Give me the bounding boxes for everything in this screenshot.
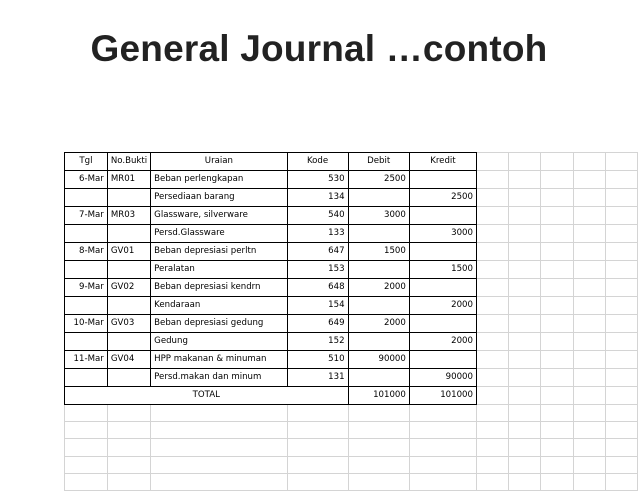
journal-row	[65, 243, 638, 261]
empty-cell	[477, 405, 509, 422]
empty-cell	[509, 207, 541, 225]
empty-cell	[605, 405, 637, 422]
empty-cell	[509, 171, 541, 189]
kredit-cell	[409, 279, 476, 297]
empty-cell	[541, 171, 573, 189]
empty-cell	[477, 225, 509, 243]
kode-cell: 153	[287, 261, 348, 279]
total-debit: 101000	[348, 387, 409, 405]
empty-cell	[541, 225, 573, 243]
empty-cell	[605, 243, 637, 261]
empty-cell	[477, 351, 509, 369]
empty-cell	[541, 333, 573, 351]
bukti-cell	[107, 261, 150, 279]
empty-cell	[477, 261, 509, 279]
empty-cell	[509, 225, 541, 243]
journal-row	[65, 207, 638, 225]
empty-cell	[151, 473, 287, 490]
empty-cell	[541, 243, 573, 261]
bukti-cell	[107, 225, 150, 243]
empty-cell	[605, 422, 637, 439]
kode-cell: 530	[287, 171, 348, 189]
empty-cell	[573, 473, 605, 490]
kode-cell: 540	[287, 207, 348, 225]
empty-cell	[573, 171, 605, 189]
bukti-cell	[107, 189, 150, 207]
empty-cell	[573, 315, 605, 333]
empty-cell	[573, 369, 605, 387]
empty-cell	[151, 439, 287, 456]
empty-cell	[605, 297, 637, 315]
kode-cell: 154	[287, 297, 348, 315]
empty-cell	[348, 422, 409, 439]
empty-cell	[541, 387, 573, 405]
tgl-cell	[65, 225, 108, 243]
empty-cell	[605, 171, 637, 189]
tgl-cell: 10-Mar	[65, 315, 108, 333]
uraian-cell: Beban depresiasi kendrn	[151, 279, 287, 297]
tgl-cell: 6-Mar	[65, 171, 108, 189]
debit-cell: 3000	[348, 207, 409, 225]
empty-cell	[65, 473, 108, 490]
tgl-cell: 7-Mar	[65, 207, 108, 225]
empty-cell	[509, 261, 541, 279]
debit-cell: 2000	[348, 315, 409, 333]
empty-cell	[477, 243, 509, 261]
kredit-cell: 2000	[409, 333, 476, 351]
journal-table	[64, 152, 638, 491]
kode-header: Kode	[287, 153, 348, 171]
kode-cell: 647	[287, 243, 348, 261]
empty-row	[65, 405, 638, 422]
empty-cell	[573, 351, 605, 369]
empty-cell	[605, 439, 637, 456]
empty-cell	[348, 456, 409, 473]
empty-cell	[65, 405, 108, 422]
tgl-cell	[65, 261, 108, 279]
empty-cell	[605, 333, 637, 351]
journal-row	[65, 333, 638, 351]
tgl-cell: 11-Mar	[65, 351, 108, 369]
debit-cell	[348, 225, 409, 243]
empty-cell	[541, 297, 573, 315]
empty-row	[65, 422, 638, 439]
empty-cell	[409, 439, 476, 456]
kredit-cell: 90000	[409, 369, 476, 387]
empty-cell	[287, 405, 348, 422]
debit-cell: 2500	[348, 171, 409, 189]
debit-cell: 1500	[348, 243, 409, 261]
empty-cell	[541, 279, 573, 297]
kredit-cell	[409, 207, 476, 225]
journal-row	[65, 189, 638, 207]
kredit-cell: 3000	[409, 225, 476, 243]
empty-cell	[477, 422, 509, 439]
empty-cell	[573, 422, 605, 439]
empty-cell	[605, 473, 637, 490]
empty-cell	[541, 261, 573, 279]
bukti-cell: GV03	[107, 315, 150, 333]
tgl-cell: 8-Mar	[65, 243, 108, 261]
empty-cell	[348, 405, 409, 422]
debit-cell	[348, 369, 409, 387]
bukti-cell: MR03	[107, 207, 150, 225]
uraian-header: Uraian	[151, 153, 287, 171]
empty-cell	[477, 171, 509, 189]
empty-cell	[107, 439, 150, 456]
empty-cell	[287, 473, 348, 490]
empty-cell	[573, 153, 605, 171]
empty-cell	[541, 207, 573, 225]
empty-cell	[573, 439, 605, 456]
empty-cell	[573, 189, 605, 207]
tgl-cell	[65, 333, 108, 351]
empty-cell	[605, 279, 637, 297]
debit-cell	[348, 333, 409, 351]
empty-cell	[287, 422, 348, 439]
empty-cell	[605, 369, 637, 387]
empty-cell	[541, 315, 573, 333]
empty-cell	[477, 333, 509, 351]
total-kredit: 101000	[409, 387, 476, 405]
empty-cell	[605, 387, 637, 405]
empty-cell	[541, 369, 573, 387]
bukti-cell: GV02	[107, 279, 150, 297]
tgl-cell	[65, 297, 108, 315]
uraian-cell: Peralatan	[151, 261, 287, 279]
kode-cell: 131	[287, 369, 348, 387]
empty-cell	[348, 473, 409, 490]
empty-cell	[477, 473, 509, 490]
empty-cell	[477, 297, 509, 315]
empty-cell	[541, 422, 573, 439]
debit-cell: 90000	[348, 351, 409, 369]
bukti-cell	[107, 297, 150, 315]
total-label: TOTAL	[65, 387, 349, 405]
empty-cell	[573, 243, 605, 261]
empty-cell	[509, 315, 541, 333]
kredit-header: Kredit	[409, 153, 476, 171]
debit-cell	[348, 261, 409, 279]
empty-cell	[541, 189, 573, 207]
empty-row	[65, 473, 638, 490]
empty-cell	[605, 207, 637, 225]
journal-row	[65, 225, 638, 243]
empty-cell	[509, 456, 541, 473]
uraian-cell: Gedung	[151, 333, 287, 351]
empty-cell	[573, 225, 605, 243]
journal-row	[65, 351, 638, 369]
bukti-cell	[107, 333, 150, 351]
uraian-cell: Beban depresiasi perltn	[151, 243, 287, 261]
empty-cell	[477, 456, 509, 473]
debit-cell: 2000	[348, 279, 409, 297]
kredit-cell	[409, 351, 476, 369]
empty-cell	[573, 261, 605, 279]
empty-row	[65, 456, 638, 473]
empty-cell	[409, 473, 476, 490]
slide-title: General Journal …contoh	[90, 28, 548, 69]
empty-cell	[509, 439, 541, 456]
empty-cell	[509, 297, 541, 315]
empty-cell	[541, 439, 573, 456]
kredit-cell	[409, 315, 476, 333]
empty-cell	[573, 279, 605, 297]
empty-cell	[287, 439, 348, 456]
bukti-cell: MR01	[107, 171, 150, 189]
empty-row	[65, 439, 638, 456]
kredit-cell: 2500	[409, 189, 476, 207]
kode-cell: 649	[287, 315, 348, 333]
empty-cell	[107, 456, 150, 473]
empty-cell	[409, 456, 476, 473]
debit-header: Debit	[348, 153, 409, 171]
empty-cell	[541, 456, 573, 473]
empty-cell	[107, 422, 150, 439]
empty-cell	[287, 456, 348, 473]
empty-cell	[509, 189, 541, 207]
empty-cell	[409, 405, 476, 422]
tgl-cell	[65, 369, 108, 387]
empty-cell	[107, 405, 150, 422]
empty-cell	[477, 189, 509, 207]
empty-cell	[573, 207, 605, 225]
empty-cell	[605, 351, 637, 369]
empty-cell	[509, 351, 541, 369]
uraian-cell: Beban depresiasi gedung	[151, 315, 287, 333]
uraian-cell: Beban perlengkapan	[151, 171, 287, 189]
tgl-cell: 9-Mar	[65, 279, 108, 297]
kode-cell: 133	[287, 225, 348, 243]
empty-cell	[605, 456, 637, 473]
empty-cell	[573, 387, 605, 405]
kode-cell: 134	[287, 189, 348, 207]
empty-cell	[65, 439, 108, 456]
bukti-cell	[107, 369, 150, 387]
empty-cell	[477, 153, 509, 171]
kode-cell: 648	[287, 279, 348, 297]
empty-cell	[151, 405, 287, 422]
debit-cell	[348, 297, 409, 315]
journal-row	[65, 279, 638, 297]
bukti-cell: GV01	[107, 243, 150, 261]
total-row	[65, 387, 638, 405]
uraian-cell: HPP makanan & minuman	[151, 351, 287, 369]
empty-cell	[151, 456, 287, 473]
empty-cell	[541, 153, 573, 171]
empty-cell	[605, 189, 637, 207]
uraian-cell: Persediaan barang	[151, 189, 287, 207]
empty-cell	[605, 153, 637, 171]
bukti-header: No.Bukti	[107, 153, 150, 171]
empty-cell	[605, 261, 637, 279]
empty-cell	[509, 279, 541, 297]
journal-row	[65, 369, 638, 387]
empty-cell	[477, 315, 509, 333]
empty-cell	[573, 333, 605, 351]
empty-cell	[477, 387, 509, 405]
empty-cell	[573, 297, 605, 315]
header-row	[65, 153, 638, 171]
empty-cell	[477, 439, 509, 456]
journal-row	[65, 297, 638, 315]
uraian-cell: Glassware, silverware	[151, 207, 287, 225]
empty-cell	[65, 456, 108, 473]
empty-cell	[348, 439, 409, 456]
empty-cell	[509, 387, 541, 405]
empty-cell	[541, 405, 573, 422]
empty-cell	[509, 422, 541, 439]
uraian-cell: Kendaraan	[151, 297, 287, 315]
uraian-cell: Persd.makan dan minum	[151, 369, 287, 387]
bukti-cell: GV04	[107, 351, 150, 369]
empty-cell	[605, 225, 637, 243]
empty-cell	[541, 351, 573, 369]
empty-cell	[509, 405, 541, 422]
empty-cell	[509, 153, 541, 171]
tgl-cell	[65, 189, 108, 207]
empty-cell	[573, 405, 605, 422]
empty-cell	[151, 422, 287, 439]
empty-cell	[107, 473, 150, 490]
empty-cell	[477, 369, 509, 387]
empty-cell	[477, 207, 509, 225]
empty-cell	[605, 315, 637, 333]
empty-cell	[541, 473, 573, 490]
debit-cell	[348, 189, 409, 207]
kode-cell: 152	[287, 333, 348, 351]
empty-cell	[509, 243, 541, 261]
uraian-cell: Persd.Glassware	[151, 225, 287, 243]
empty-cell	[573, 456, 605, 473]
kredit-cell: 1500	[409, 261, 476, 279]
empty-cell	[509, 369, 541, 387]
empty-cell	[509, 333, 541, 351]
journal-row	[65, 171, 638, 189]
empty-cell	[409, 422, 476, 439]
tgl-header: Tgl	[65, 153, 108, 171]
empty-cell	[65, 422, 108, 439]
empty-cell	[477, 279, 509, 297]
kredit-cell	[409, 243, 476, 261]
empty-cell	[509, 473, 541, 490]
kredit-cell	[409, 171, 476, 189]
kode-cell: 510	[287, 351, 348, 369]
kredit-cell: 2000	[409, 297, 476, 315]
journal-row	[65, 261, 638, 279]
journal-row	[65, 315, 638, 333]
